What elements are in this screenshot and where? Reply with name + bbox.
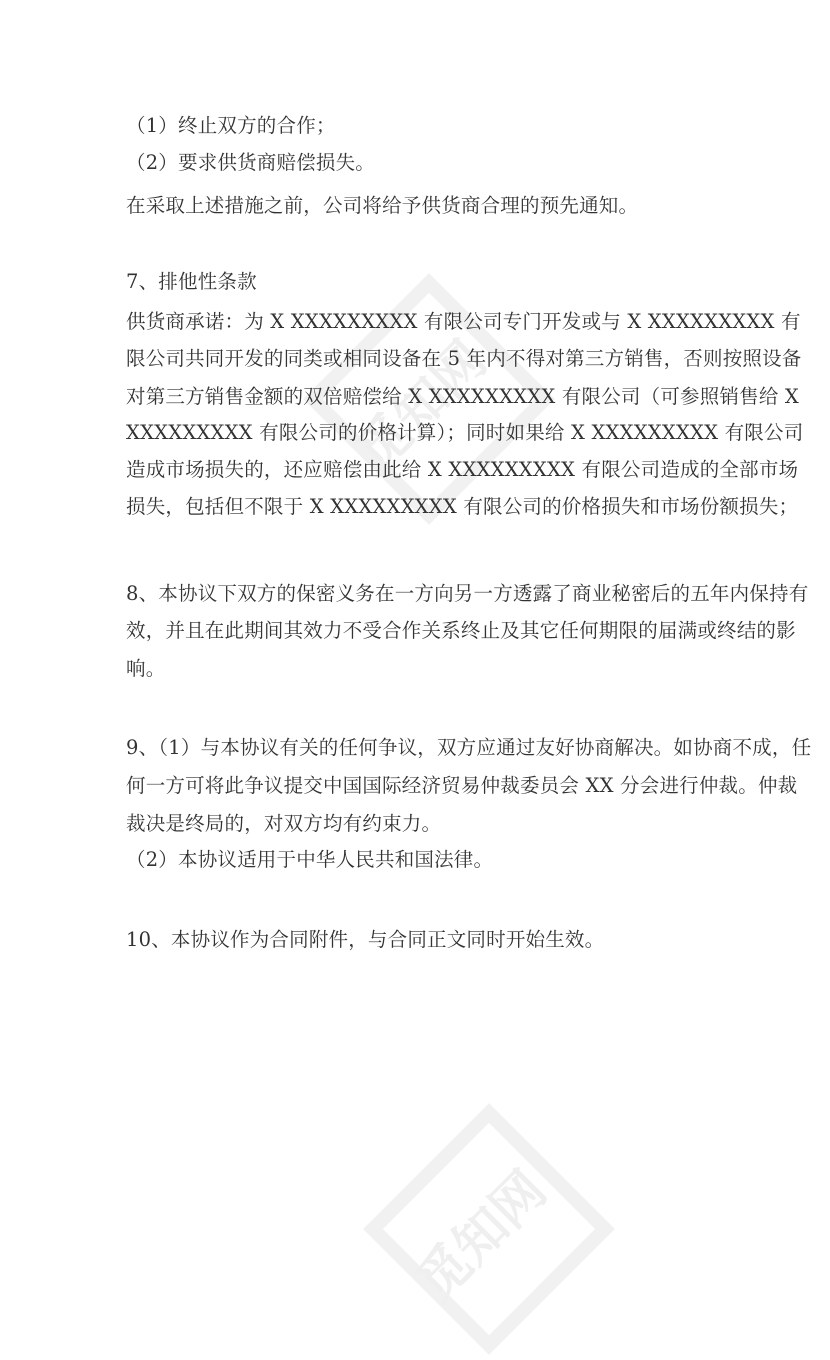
text-line: 9、（1）与本协议有关的任何争议，双方应通过友好协商解决。如协商不成，任: [126, 736, 812, 759]
text-line: 裁决是终局的，对双方均有约束力。: [126, 812, 442, 835]
text-line: 对第三方销售金额的双倍赔偿给 X XXXXXXXXX 有限公司（可参照销售给 X: [126, 385, 799, 408]
text-line: 10、本协议作为合同附件，与合同正文同时开始生效。: [126, 928, 605, 951]
watermark-text: 觅知网: [405, 1160, 559, 1313]
text-line: （2）要求供货商赔偿损失。: [126, 151, 376, 174]
text-line: 造成市场损失的，还应赔偿由此给 X XXXXXXXXX 有限公司造成的全部市场: [126, 458, 799, 481]
text-line: 8、本协议下双方的保密义务在一方向另一方透露了商业秘密后的五年内保持有: [126, 582, 809, 605]
watermark-text: 觅知网: [345, 330, 499, 483]
text-line: 限公司共同开发的同类或相同设备在 5 年内不得对第三方销售，否则按照设备: [126, 347, 802, 370]
text-line: 损失，包括但不限于 X XXXXXXXXX 有限公司的价格损失和市场份额损失；: [126, 495, 799, 518]
text-line: 在采取上述措施之前，公司将给予供货商合理的预先通知。: [126, 194, 639, 217]
watermark-diamond-icon: [363, 1103, 615, 1355]
text-line: （2）本协议适用于中华人民共和国法律。: [126, 848, 494, 871]
text-line: （1）终止双方的合作；: [126, 114, 336, 137]
text-line: 何一方可将此争议提交中国国际经济贸易仲裁委员会 XX 分会进行仲裁。仲裁: [126, 774, 798, 797]
watermark-stamp-bottom: [360, 1100, 620, 1360]
text-line: XXXXXXXXX 有限公司的价格计算）；同时如果给 X XXXXXXXXX 有限公司: [126, 421, 804, 444]
text-line: 供货商承诺：为 X XXXXXXXXX 有限公司专门开发或与 X XXXXXXXXX 有: [126, 310, 801, 333]
text-line: 效，并且在此期间其效力不受合作关系终止及其它任何期限的届满或终结的影: [126, 619, 796, 642]
text-line: 7、排他性条款: [126, 270, 257, 293]
text-line: 响。: [126, 657, 166, 680]
